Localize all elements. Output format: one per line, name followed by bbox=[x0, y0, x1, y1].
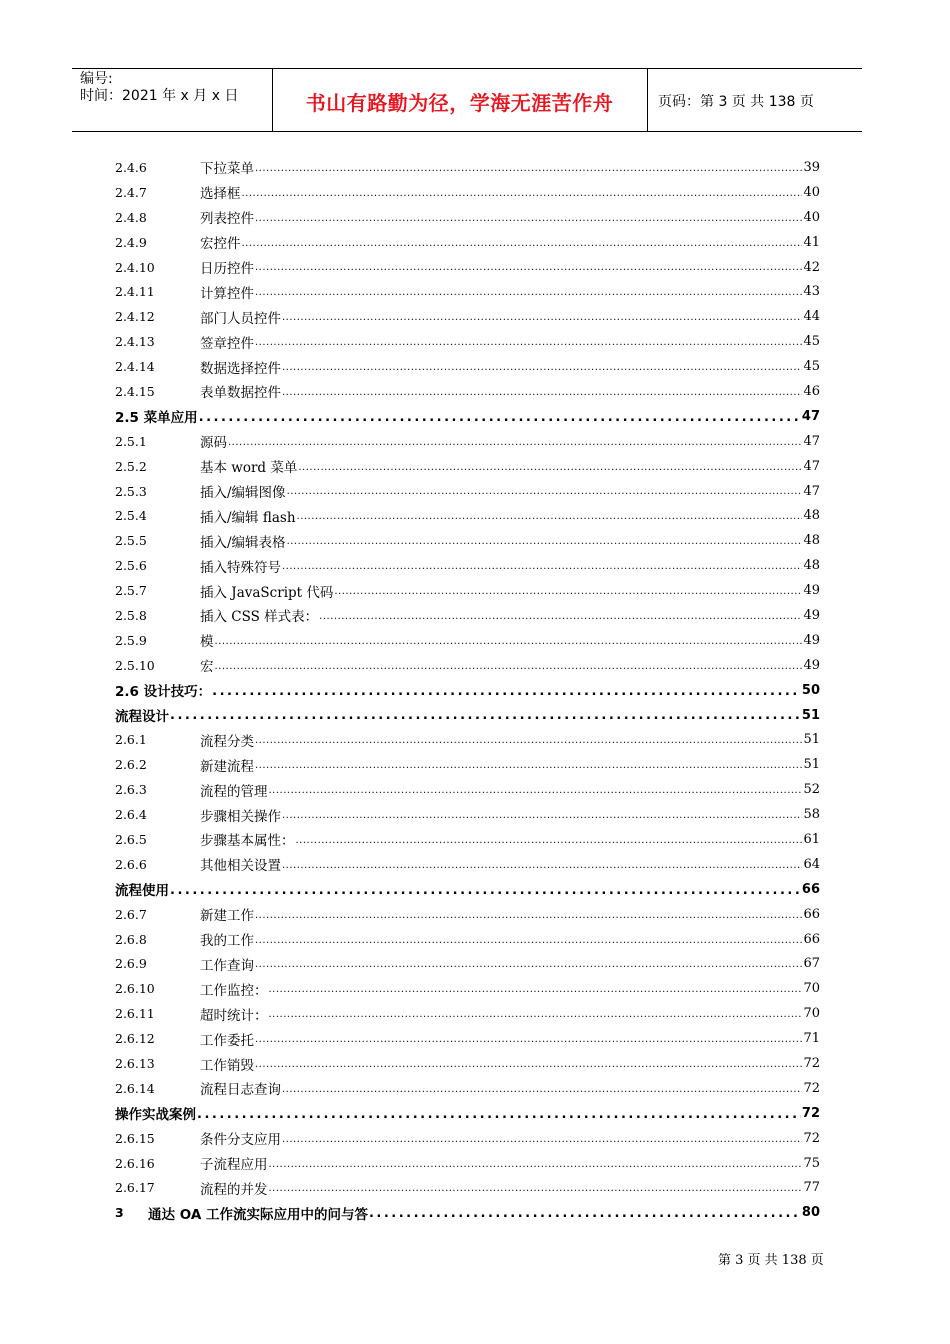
toc-entry-title: 插入 CSS 样式表： bbox=[200, 609, 319, 626]
toc-dot-leader bbox=[297, 511, 803, 528]
time-label: 时间：2021 年 x 月 x 日 bbox=[80, 88, 239, 104]
toc-dot-leader bbox=[255, 287, 802, 304]
toc-entry-title: 流程使用 bbox=[115, 883, 169, 900]
toc-entry-page: 39 bbox=[803, 159, 820, 175]
toc-entry-number: 3 bbox=[115, 1205, 124, 1221]
toc-entry-page: 58 bbox=[803, 807, 820, 823]
toc-entry-number: 2.6.1 bbox=[115, 732, 147, 748]
toc-entry-title: 签章控件 bbox=[200, 335, 254, 352]
toc-entry-page: 80 bbox=[801, 1205, 820, 1221]
toc-entry[interactable] bbox=[115, 155, 820, 180]
toc-entry-page: 47 bbox=[803, 458, 820, 474]
toc-entry-title: 插入特殊符号 bbox=[200, 559, 281, 576]
toc-entry-number: 2.6.8 bbox=[115, 931, 147, 947]
toc-entry-title: 步骤相关操作 bbox=[200, 808, 281, 825]
page-header bbox=[72, 68, 862, 132]
toc-entry-page: 48 bbox=[803, 558, 820, 574]
toc-dot-leader bbox=[242, 238, 803, 255]
toc-entry-page: 51 bbox=[801, 707, 820, 723]
toc-entry-page: 71 bbox=[803, 1031, 820, 1047]
toc-entry-page: 77 bbox=[803, 1180, 820, 1196]
toc-entry-number: 2.6.15 bbox=[115, 1130, 155, 1146]
toc-entry[interactable] bbox=[115, 1051, 820, 1076]
toc-entry-number: 2.4.6 bbox=[115, 159, 147, 175]
toc-entry[interactable] bbox=[115, 802, 820, 827]
toc-entry[interactable] bbox=[115, 703, 820, 728]
toc-dot-leader bbox=[255, 213, 802, 230]
toc-entry-page: 50 bbox=[801, 682, 820, 698]
toc-dot-leader bbox=[369, 1206, 801, 1225]
toc-entry-title: 流程的管理 bbox=[200, 783, 268, 800]
toc-entry[interactable] bbox=[115, 205, 820, 230]
toc-entry-number: 2.4.12 bbox=[115, 309, 155, 325]
toc-entry[interactable] bbox=[115, 1126, 820, 1151]
toc-entry-number: 2.5.5 bbox=[115, 533, 147, 549]
toc-entry-title: 源码 bbox=[200, 435, 227, 452]
toc-entry-number: 2.6.16 bbox=[115, 1155, 155, 1171]
toc-entry[interactable] bbox=[115, 777, 820, 802]
toc-entry-title: 下拉菜单 bbox=[200, 161, 254, 178]
toc-entry-page: 44 bbox=[803, 309, 820, 325]
toc-entry[interactable] bbox=[115, 603, 820, 628]
toc-entry-page: 48 bbox=[803, 533, 820, 549]
toc-entry-title: 工作监控： bbox=[200, 982, 268, 999]
toc-entry-number: 2.5.7 bbox=[115, 583, 147, 599]
toc-entry[interactable] bbox=[115, 827, 820, 852]
toc-entry-page: 49 bbox=[803, 607, 820, 623]
toc-entry-number: 2.5.2 bbox=[115, 458, 147, 474]
toc-entry-title: 工作销毁 bbox=[200, 1057, 254, 1074]
toc-entry-title: 列表控件 bbox=[200, 211, 254, 228]
toc-entry-number: 2.6.17 bbox=[115, 1180, 155, 1196]
toc-dot-leader bbox=[255, 163, 802, 180]
toc-dot-leader bbox=[255, 735, 802, 752]
toc-entry-title: 基本 word 菜单 bbox=[200, 460, 298, 477]
toc-entry-number: 2.6.5 bbox=[115, 831, 147, 847]
toc-entry-title: 新建工作 bbox=[200, 908, 254, 925]
toc-dot-leader bbox=[215, 661, 803, 678]
toc-entry-title: 数据选择控件 bbox=[200, 360, 281, 377]
toc-entry-number: 2.4.15 bbox=[115, 383, 155, 399]
toc-entry-title: 宏控件 bbox=[200, 236, 241, 253]
toc-entry[interactable] bbox=[115, 1001, 820, 1026]
toc-entry-page: 42 bbox=[803, 259, 820, 275]
toc-dot-leader bbox=[170, 883, 801, 902]
toc-entry-number: 2.6.11 bbox=[115, 1006, 155, 1022]
toc-entry-page: 64 bbox=[803, 856, 820, 872]
toc-entry-page: 46 bbox=[803, 383, 820, 399]
toc-entry-number: 2.6.13 bbox=[115, 1056, 155, 1071]
toc-entry-page: 51 bbox=[803, 757, 820, 773]
toc-dot-leader bbox=[282, 810, 802, 827]
toc-entry[interactable] bbox=[115, 1151, 820, 1176]
toc-entry-page: 40 bbox=[803, 184, 820, 200]
toc-entry[interactable] bbox=[115, 927, 820, 952]
toc-entry-page: 51 bbox=[803, 732, 820, 748]
toc-entry[interactable] bbox=[115, 678, 820, 703]
toc-entry-number: 2.6.4 bbox=[115, 807, 147, 823]
toc-entry-number: 2.4.8 bbox=[115, 209, 147, 225]
toc-entry-page: 70 bbox=[803, 1006, 820, 1022]
toc-entry-page: 49 bbox=[803, 657, 820, 673]
toc-dot-leader bbox=[228, 437, 802, 454]
toc-entry[interactable] bbox=[115, 329, 820, 354]
toc-dot-leader bbox=[269, 1159, 803, 1176]
serial-label: 编号: bbox=[80, 71, 113, 87]
toc-entry-number: 2.4.10 bbox=[115, 259, 155, 275]
toc-dot-leader bbox=[282, 561, 802, 578]
toc-entry-number: 2.5.3 bbox=[115, 483, 147, 499]
toc-entry[interactable] bbox=[115, 578, 820, 603]
toc-entry-page: 45 bbox=[803, 359, 820, 375]
toc-entry-number: 2.5.1 bbox=[115, 433, 147, 449]
toc-entry-title: 流程设计 bbox=[115, 709, 169, 726]
toc-dot-leader bbox=[334, 586, 802, 603]
toc-entry-title: 计算控件 bbox=[200, 285, 254, 302]
toc-dot-leader bbox=[282, 312, 802, 329]
toc-entry-number: 2.5.10 bbox=[115, 657, 155, 673]
toc-entry-page: 40 bbox=[803, 209, 820, 225]
header-page-info: 页码：第 3 页 共 138 页 bbox=[658, 94, 814, 110]
toc-dot-leader bbox=[282, 1134, 802, 1151]
toc-dot-leader bbox=[255, 262, 802, 279]
toc-dot-leader bbox=[170, 708, 801, 727]
toc-entry-title: 插入/编辑 flash bbox=[200, 509, 296, 526]
toc-entry-number: 2.4.11 bbox=[115, 284, 155, 300]
toc-entry-number: 2.6.10 bbox=[115, 981, 155, 997]
toc-entry[interactable] bbox=[115, 1026, 820, 1051]
toc-entry-title: 新建流程 bbox=[200, 758, 254, 775]
toc-dot-leader bbox=[282, 362, 802, 379]
toc-entry-title: 插入/编辑表格 bbox=[200, 534, 286, 551]
header-meta bbox=[80, 71, 270, 105]
toc-entry-title: 2.6 设计技巧： bbox=[115, 684, 212, 701]
toc-dot-leader bbox=[282, 860, 802, 877]
toc-entry-title: 我的工作 bbox=[200, 933, 254, 950]
toc-entry-title: 流程分类 bbox=[200, 733, 254, 750]
toc-entry-title: 选择框 bbox=[200, 186, 241, 203]
toc-entry-title: 流程日志查询 bbox=[200, 1082, 281, 1099]
toc-entry[interactable] bbox=[115, 404, 820, 429]
toc-dot-leader bbox=[269, 984, 803, 1001]
header-divider bbox=[647, 69, 648, 131]
toc-entry[interactable] bbox=[115, 1176, 820, 1201]
toc-dot-leader bbox=[199, 410, 801, 429]
toc-entry-number: 2.4.9 bbox=[115, 234, 147, 250]
toc-entry-number: 2.6.3 bbox=[115, 782, 147, 798]
toc-entry-title: 部门人员控件 bbox=[200, 310, 281, 327]
toc-entry[interactable] bbox=[115, 255, 820, 280]
toc-entry-title: 其他相关设置 bbox=[200, 858, 281, 875]
toc-entry-page: 47 bbox=[801, 408, 820, 424]
toc-dot-leader bbox=[255, 760, 802, 777]
toc-entry[interactable] bbox=[115, 528, 820, 553]
toc-entry-page: 41 bbox=[803, 234, 820, 250]
toc-entry-title: 操作实战案例 bbox=[115, 1107, 196, 1124]
toc-entry[interactable] bbox=[115, 429, 820, 454]
toc-dot-leader bbox=[298, 462, 802, 479]
toc-entry[interactable] bbox=[115, 454, 820, 479]
toc-entry-number: 2.5.9 bbox=[115, 632, 147, 648]
toc-entry-title: 表单数据控件 bbox=[200, 385, 281, 402]
toc-dot-leader bbox=[269, 785, 803, 802]
toc-entry-title: 插入/编辑图像 bbox=[200, 485, 286, 502]
toc-dot-leader bbox=[296, 835, 803, 852]
toc-entry[interactable] bbox=[115, 952, 820, 977]
toc-entry-page: 49 bbox=[803, 583, 820, 599]
toc-entry[interactable] bbox=[115, 852, 820, 877]
toc-dot-leader bbox=[269, 1183, 803, 1200]
toc-dot-leader bbox=[255, 959, 802, 976]
toc-dot-leader bbox=[212, 684, 801, 703]
toc-dot-leader bbox=[282, 387, 802, 404]
toc-entry[interactable] bbox=[115, 628, 820, 653]
toc-entry[interactable] bbox=[115, 503, 820, 528]
toc-entry-title: 2.5 菜单应用 bbox=[115, 410, 198, 427]
toc-entry-number: 2.5.6 bbox=[115, 558, 147, 574]
toc-entry-page: 48 bbox=[803, 508, 820, 524]
toc-entry-title: 流程的并发 bbox=[200, 1181, 268, 1198]
toc-entry[interactable] bbox=[115, 354, 820, 379]
toc-entry[interactable] bbox=[115, 279, 820, 304]
toc-dot-leader bbox=[269, 1009, 803, 1026]
toc-entry-title: 插入 JavaScript 代码 bbox=[200, 584, 334, 601]
footer-page-info: 第 3 页 共 138 页 bbox=[718, 1253, 824, 1268]
toc-entry-page: 47 bbox=[803, 433, 820, 449]
toc-entry-title: 超时统计： bbox=[200, 1007, 268, 1024]
table-of-contents bbox=[115, 155, 820, 1225]
toc-entry[interactable] bbox=[115, 1076, 820, 1101]
toc-entry-page: 67 bbox=[803, 956, 820, 972]
toc-dot-leader bbox=[287, 486, 803, 503]
toc-entry[interactable] bbox=[115, 902, 820, 927]
toc-entry-number: 2.6.9 bbox=[115, 956, 147, 972]
toc-entry-page: 75 bbox=[803, 1155, 820, 1171]
toc-dot-leader bbox=[319, 611, 802, 628]
toc-entry-number: 2.6.6 bbox=[115, 856, 147, 872]
toc-entry-page: 47 bbox=[803, 483, 820, 499]
toc-entry-page: 52 bbox=[803, 782, 820, 798]
toc-entry-title: 工作查询 bbox=[200, 957, 254, 974]
toc-entry-page: 66 bbox=[803, 906, 820, 922]
toc-entry-page: 72 bbox=[801, 1105, 820, 1121]
toc-entry[interactable] bbox=[115, 877, 820, 902]
toc-entry-number: 2.4.7 bbox=[115, 184, 147, 200]
toc-entry[interactable] bbox=[115, 553, 820, 578]
toc-entry-page: 66 bbox=[803, 931, 820, 947]
toc-entry-page: 61 bbox=[803, 831, 820, 847]
toc-entry[interactable] bbox=[115, 479, 820, 504]
toc-entry[interactable] bbox=[115, 230, 820, 255]
toc-entry-number: 2.5.8 bbox=[115, 607, 147, 623]
toc-entry-title: 模 bbox=[200, 634, 214, 651]
toc-entry-title: 通达 OA 工作流实际应用中的问与答 bbox=[148, 1206, 368, 1223]
toc-entry-number: 2.6.7 bbox=[115, 906, 147, 922]
toc-entry-title: 宏 bbox=[200, 659, 214, 676]
toc-entry-page: 45 bbox=[803, 334, 820, 350]
toc-dot-leader bbox=[242, 188, 803, 205]
toc-entry-page: 72 bbox=[803, 1080, 820, 1096]
header-motto: 书山有路勤为径，学海无涯苦作舟 bbox=[305, 91, 614, 115]
toc-entry[interactable] bbox=[115, 379, 820, 404]
toc-entry[interactable] bbox=[115, 1101, 820, 1126]
toc-entry-page: 43 bbox=[803, 284, 820, 300]
toc-entry-number: 2.4.14 bbox=[115, 359, 155, 375]
toc-dot-leader bbox=[255, 1059, 802, 1076]
toc-entry[interactable] bbox=[115, 752, 820, 777]
toc-entry-page: 72 bbox=[803, 1056, 820, 1071]
toc-entry-number: 2.5.4 bbox=[115, 508, 147, 524]
toc-entry[interactable] bbox=[115, 180, 820, 205]
toc-entry-title: 步骤基本属性： bbox=[200, 833, 295, 850]
toc-entry-title: 工作委托 bbox=[200, 1032, 254, 1049]
toc-entry-number: 2.6.12 bbox=[115, 1031, 155, 1047]
toc-dot-leader bbox=[255, 910, 802, 927]
toc-entry[interactable] bbox=[115, 1200, 820, 1225]
toc-dot-leader bbox=[255, 1034, 802, 1051]
toc-entry-number: 2.4.13 bbox=[115, 334, 155, 350]
toc-entry[interactable] bbox=[115, 653, 820, 678]
toc-dot-leader bbox=[255, 935, 802, 952]
toc-entry[interactable] bbox=[115, 976, 820, 1001]
toc-entry-page: 66 bbox=[801, 881, 820, 897]
toc-entry-title: 子流程应用 bbox=[200, 1157, 268, 1174]
toc-entry-title: 日历控件 bbox=[200, 261, 254, 277]
toc-entry-page: 49 bbox=[803, 632, 820, 648]
toc-dot-leader bbox=[215, 636, 803, 653]
toc-entry[interactable] bbox=[115, 304, 820, 329]
toc-entry-number: 2.6.14 bbox=[115, 1080, 155, 1096]
toc-entry-number: 2.6.2 bbox=[115, 757, 147, 773]
toc-dot-leader bbox=[255, 337, 802, 354]
toc-entry-page: 72 bbox=[803, 1130, 820, 1146]
toc-entry[interactable] bbox=[115, 727, 820, 752]
toc-entry-page: 70 bbox=[803, 981, 820, 997]
toc-dot-leader bbox=[287, 536, 803, 553]
toc-dot-leader bbox=[197, 1107, 801, 1126]
toc-entry-title: 条件分支应用 bbox=[200, 1132, 281, 1149]
toc-dot-leader bbox=[282, 1084, 802, 1101]
